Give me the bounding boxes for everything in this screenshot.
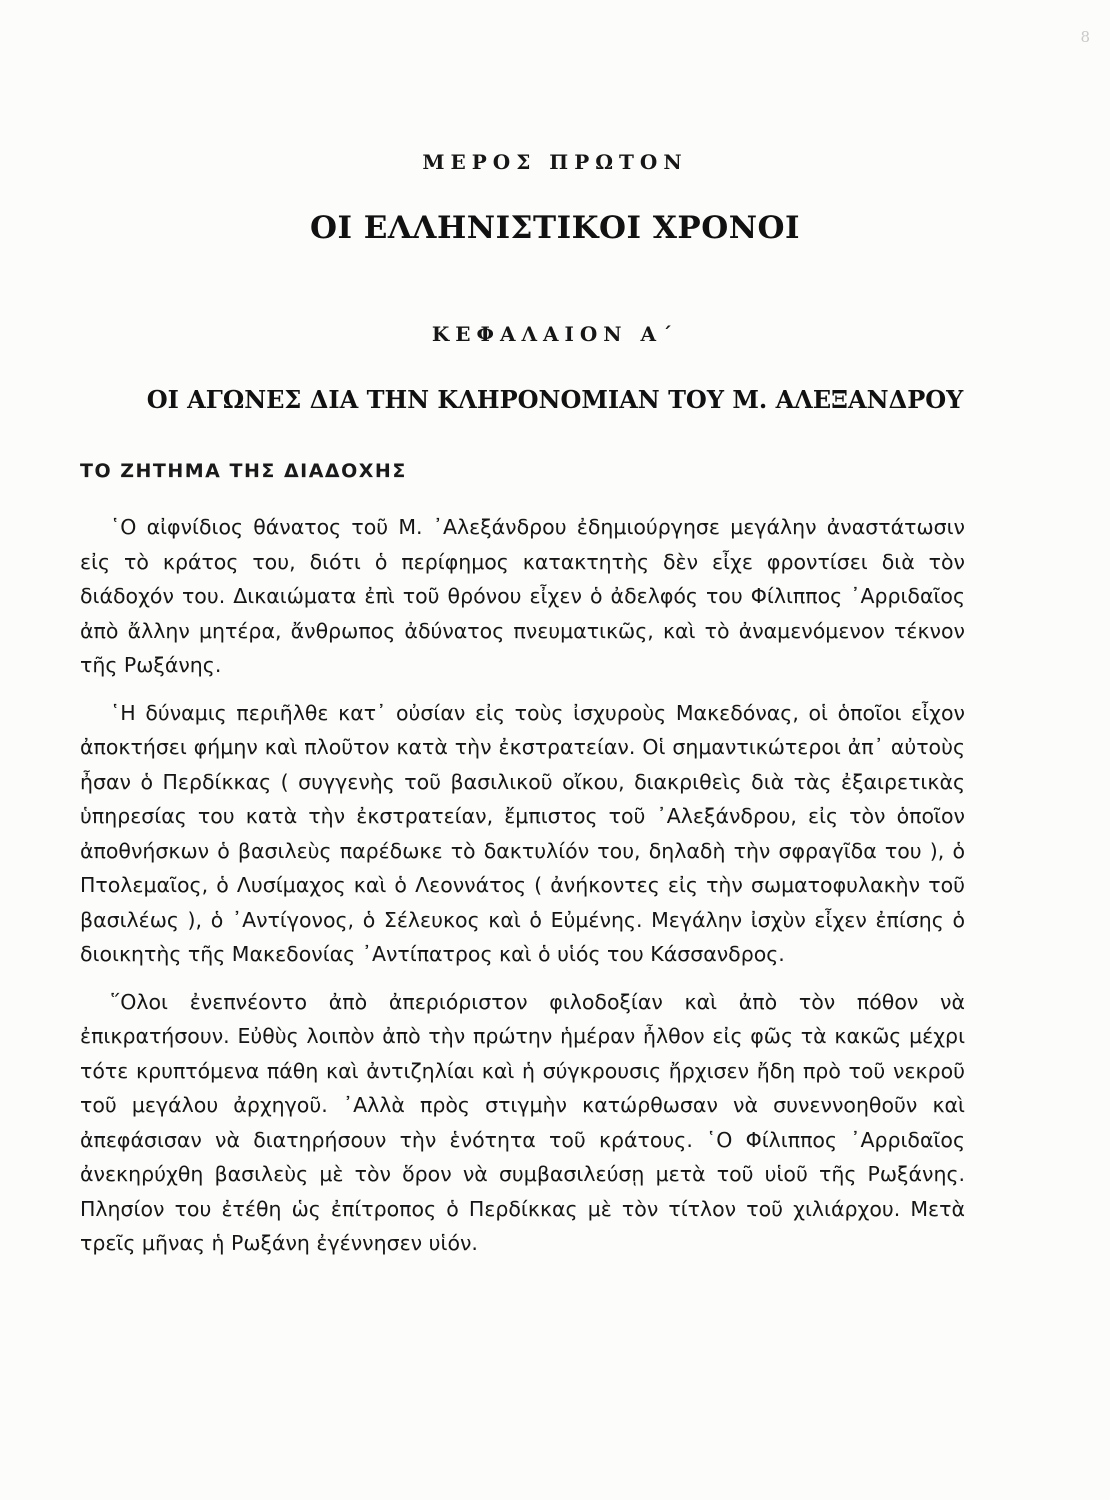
paragraph-gap [80,972,965,985]
paragraph-gap [80,683,965,696]
section-title: ΤΟ ΖΗΤΗΜΑ ΤΗΣ ΔΙΑΔΟΧΗΣ [80,460,407,482]
paragraph: ῞Ολοι ἐνεπνέοντο ἀπὸ ἀπεριόριστον φιλοδοξίαν καὶ ἀπὸ τὸν πόθον νὰ ἐπικρατήσουν. Εὐθὺς λοιπὸν ἀπὸ τὴν πρώτην ἡμέραν ἦλθον εἰς φῶς τὰ κακῶς μέχρι τότε κρυπτόμενα πάθη καὶ ἀντιζηλίαι καὶ ἡ σύγκρουσις ἤρχισεν ἤδη πρὸ τοῦ νεκροῦ τοῦ μεγάλου ἀρχηγοῦ. ᾿Αλλὰ πρὸς στιγμὴν κατώρθωσαν νὰ συνεννοηθοῦν καὶ ἀπεφάσισαν νὰ διατηρήσουν τὴν ἑνότητα τοῦ κράτους. ῾Ο Φίλιππος ᾿Αρριδαῖος ἀνεκηρύχθη βασιλεὺς μὲ τὸν ὅρον νὰ συμβασιλεύσῃ μετὰ τοῦ υἱοῦ τῆς Ρωξάνης. Πλησίον του ἐτέθη ὡς ἐπίτροπος ὁ Περδίκκας μὲ τὸν τίτλον τοῦ χιλιάρχου. Μετὰ τρεῖς μῆνας ἡ Ρωξάνη ἐγέννησεν υἱόν. [80,989,965,1255]
main-title: ΟΙ ΕΛΛΗΝΙΣΤΙΚΟΙ ΧΡΟΝΟΙ [309,210,801,246]
body-text [80,510,965,1261]
paragraph: ῾Η δύναμις περιῆλθε κατ᾿ οὐσίαν εἰς τοὺς ἰσχυροὺς Μακεδόνας, οἱ ὁποῖοι εἶχον ἀποκτήσει φήμην καὶ πλοῦτον κατὰ τὴν ἐκστρατείαν. Οἱ σημαντικώτεροι ἀπ᾿ αὐτοὺς ἦσαν ὁ Περδίκκας ( συγγενὴς τοῦ βασιλικοῦ οἴκου, διακριθεὶς διὰ τὰς ἐξαιρετικὰς ὑπηρεσίας του κατὰ τὴν ἐκστρατείαν, ἔμπιστος τοῦ ᾿Αλεξάνδρου, εἰς τὸν ὁποῖον ἀποθνήσκων ὁ βασιλεὺς παρέδωκε τὸ δακτυλίόν του, δηλαδὴ τὴν σφραγῖδα του ), ὁ Πτολεμαῖος, ὁ Λυσίμαχος καὶ ὁ Λεοννάτος ( ἀνήκοντες εἰς τὴν σωματοφυλακὴν τοῦ βασιλέως ), ὁ ᾿Αντίγονος, ὁ Σέλευκος καὶ ὁ Εὐμένης. Μεγάλην ἰσχὺν εἶχεν ἐπίσης ὁ διοικητὴς τῆς Μακεδονίας ᾿Αντίπατρος καὶ ὁ υἱός του Κάσσανδρος. [80,700,965,966]
chapter-heading: ΚΕΦΑΛΑΙΟΝ Α΄ [431,322,679,346]
part-heading: ΜΕΡΟΣ ΠΡΩΤΟΝ [422,150,688,174]
chapter-title: ΟΙ ΑΓΩΝΕΣ ΔΙΑ ΤΗΝ ΚΛΗΡΟΝΟΜΙΑΝ ΤΟΥ Μ. ΑΛΕΞΑΝΔΡΟΥ [146,385,964,414]
paragraph: ῾Ο αἰφνίδιος θάνατος τοῦ Μ. ᾿Αλεξάνδρου ἐδημιούργησε μεγάλην ἀναστάτωσιν εἰς τὸ κράτος του, διότι ὁ περίφημος κατακτητὴς δὲν εἶχε φροντίσει διὰ τὸν διάδοχόν του. Δικαιώματα ἐπὶ τοῦ θρόνου εἶχεν ὁ ἀδελφός του Φίλιππος ᾿Αρριδαῖος ἀπὸ ἄλλην μητέρα, ἄνθρωπος ἀδύνατος πνευματικῶς, καὶ τὸ ἀναμενόμενον τέκνον τῆς Ρωξάνης. [80,515,965,677]
page-number: 8 [1080,28,1090,46]
